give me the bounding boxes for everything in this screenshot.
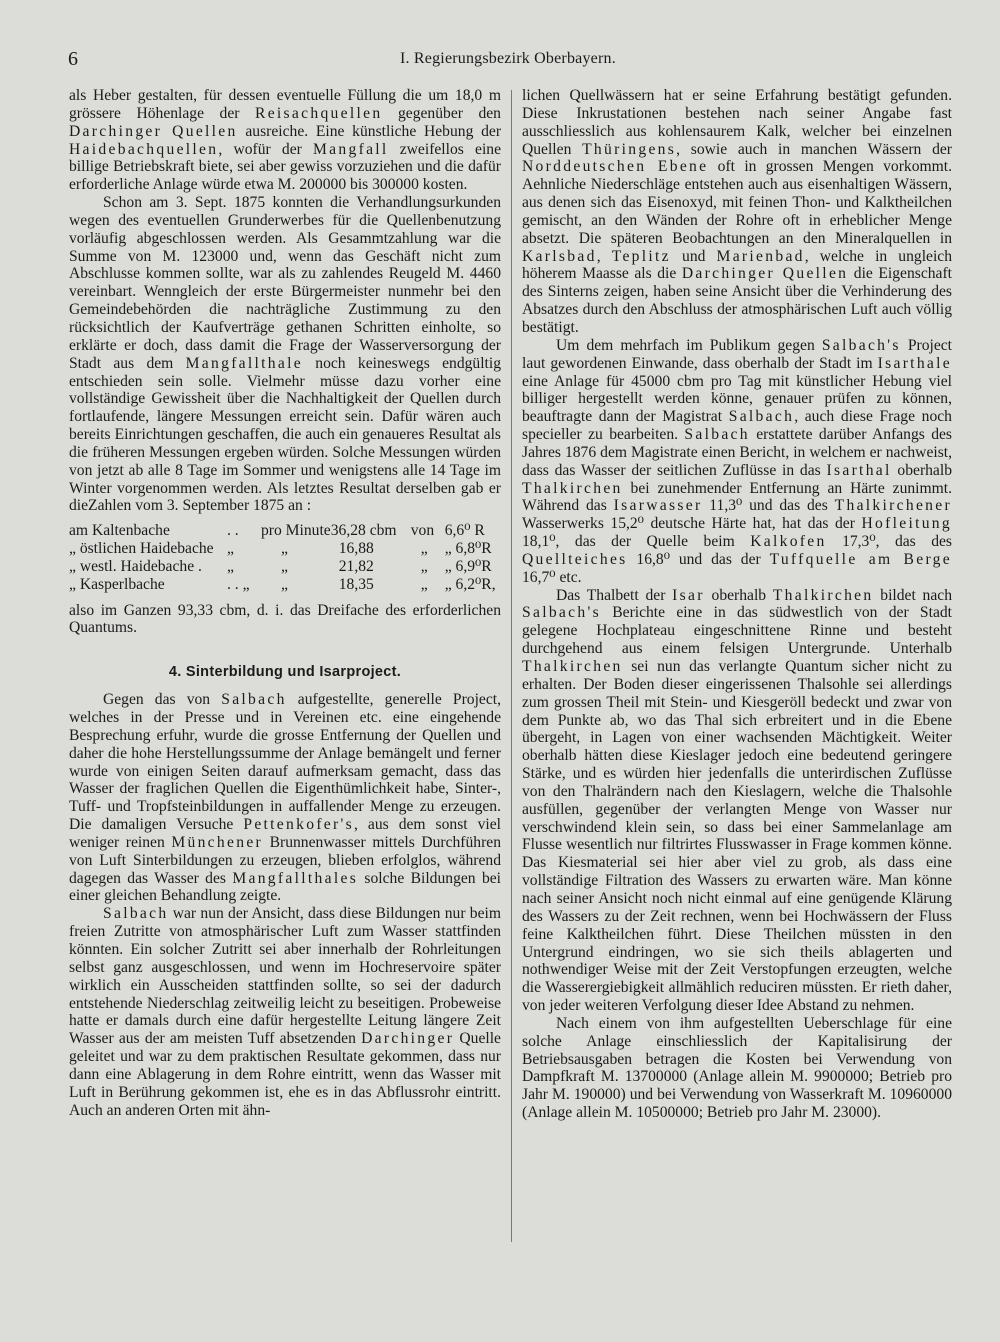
spaced-name: Mangfallthale [185, 354, 303, 372]
paragraph-left-4 [69, 691, 501, 905]
spaced-name: Quellteiches [522, 550, 628, 568]
running-title: I. Regierungsbezirk Oberbayern. [400, 50, 616, 67]
text-run: bildet nach [873, 586, 952, 604]
spaced-name: Hofleitung [861, 515, 952, 533]
text-run: , auch diese Frage noch specieller zu bearbeiten. [522, 408, 952, 444]
text-run: 17,3⁰, das des [826, 533, 952, 551]
text-run: als Heber gestalten, für dessen eventuelle Füllung die um 18,0 m grössere Höhenlage der [69, 87, 501, 122]
text-run: 11,3⁰ und das des [702, 497, 835, 515]
spaced-name: Darchinger Quellen [681, 265, 849, 283]
spaced-name: Thalkirchen [772, 586, 874, 604]
spaced-name: Karlsbad [522, 247, 597, 265]
text-run: solche Bildungen bei einer gleichen Behandlung zeigte. [69, 869, 501, 905]
spaced-name: Thalkirchen [522, 479, 623, 497]
table-cell: 6,6⁰ R [444, 522, 485, 540]
table-cell: 36,28 cbm [330, 522, 397, 540]
spaced-name: Darchinger [361, 1030, 455, 1048]
text-run: oberhalb [891, 461, 952, 479]
spaced-name: Kalkofen [750, 533, 827, 551]
table-cell: . . „ [227, 575, 250, 593]
text-run: Project laut gewordenen Einwande, dass oberhalb der Stadt im [522, 336, 952, 372]
table-cell: „ 6,2⁰R, [444, 575, 496, 593]
table-cell: „ 6,8⁰R [444, 540, 492, 558]
spaced-name: Salbach [221, 691, 287, 709]
text-run: , wofür der [218, 140, 313, 158]
text-run: Brunnenwasser mittels Durchführen von Luft Sinterbildungen zu erzeugen, blieben erfolglos, während dagegen das Wasser des [69, 833, 502, 887]
spaced-name: Reisachquellen [255, 104, 383, 122]
spaced-name: Isarthale [877, 354, 952, 372]
text-run: lichen Quellwässern hat er seine Erfahrung bestätigt gefunden. Diese Inkrustationen bestehen nach seiner Angabe fast ausschliesslich aus kohlensaurem Kalk, welcher bei einzelnen Quellen [522, 87, 952, 158]
table-cell: 18,35 [338, 575, 374, 593]
spaced-name: Teplitz [611, 247, 671, 265]
spaced-name: Mangfallthales [232, 869, 359, 887]
paragraph-right-4: Nach einem von ihm aufgestellten Ueberschlage für eine solche Anlage einschliesslich der Kapitalisirung der Betriebsausgaben betragen die Kosten bei Verwendung von Dampfkraft M. 13700000 (Anlage allein M. 9900000; Betrieb pro Jahr M. 190000) und bei Verwendung von Wasserkraft M. 10960000 (Anlage allein M. 10500000; Betrieb pro Jahr M. 23000). [522, 1014, 952, 1122]
spaced-name: Pettenkofer's [243, 816, 354, 834]
text-run: Um dem mehrfach im Publikum gegen [556, 336, 822, 354]
text-run: Wasserwerks 15,2⁰ deutsche Härte hat, hat das der [522, 515, 862, 533]
table-cell: „ [227, 557, 234, 575]
text-run: bei zunehmender Entfernung an Härte zunimmt. Während das [522, 479, 952, 515]
text-run: aufgestellte, generelle Project, welches in der Presse und in Vereinen etc. eine eingehende Besprechung erfuhr, wurde die grosse Entfernung der Quellen und daher die hohe Herstellungssumme der Anlage bemängelt und ferner wurde von einigen Seiten darauf aufmerksam gemacht, dass das Wasser der fraglichen Quellen die Eigenthümlichkeit habe, Sinter-, Tuff- und Tropfsteinbildungen in auffallender Menge zu erzeugen. Die damaligen Versuche [69, 691, 501, 834]
text-run: oberhalb [704, 586, 773, 604]
text-run: eine Anlage für 45000 cbm pro Tag mit künstlicher Hebung viel billiger hergestellt werden könne, genauer prüfen zu können, beauftragte dann der Magistrat [522, 372, 952, 426]
text-run: zweifellos eine billige Betriebskraft biete, sei aber gewiss vorzuziehen und die dafür erforderliche Anlage würde etwa M. 200000 bis 300000 kosten. [69, 140, 501, 194]
paragraph-right-3 [522, 587, 952, 1015]
column-divider [511, 90, 512, 1242]
paragraph-left-3: also im Ganzen 93,33 cbm, d. i. das Dreifache des erforderlichen Quantums. [69, 601, 501, 637]
text-run: sei nun das verlangte Quantum sicher nicht zu erhalten. Der Boden dieser eingerissenen Thalsohle sei allerdings zum grossen Theil mit Stein- und Kiesgeröll bedeckt und zwar von dem Punkte ab, wo das Thal sich erbreitert und in die Ebene übergeht, in Lagen von einer wachsenden Mächtigkeit. Weiter oberhalb hätten diese Kieslager jedoch eine bedeutend geringere Stärke, und es würden hier jedenfalls die unterirdischen Zuflüsse von den Thalrändern nach den Kieslagern, welche die Thalsohle ausfüllen, gegenüber der verlangten Menge von Wasser nur verschwindend klein sein, so dass bei einer Sammelanlage am Flusse wesentlich nur filtrirtes Flusswasser in Frage kommen könne. Das Kiesmaterial sei hier aber viel zu grob, als dass eine vollständige Filtration des Wassers zu erwarten wäre. Man könne nach seiner Ansicht noch nicht einmal auf eine genügende Klärung des Wassers zu der Zeit rechnen, wenn bei Hochwässern der Fluss feine Kalktheilchen führt. Diese Theilchen müssten in den Untergrund eindringen, wo sie sich theils ablagerten und nothwendiger Weise mit der Zeit Verstopfungen erzeugten, welche die Wasserergiebigkeit allmählich reduciren müssten. Er rieth daher, von jeder weiteren Verfolgung dieser Idee Abstand zu nehmen. [522, 658, 952, 1015]
table-cell: 21,82 [338, 557, 374, 575]
table-cell: „ [420, 540, 428, 558]
spaced-name: Mangfall [313, 140, 389, 158]
table-cell: „ Kasperlbache [69, 575, 165, 593]
spaced-name: Salbach [684, 426, 750, 444]
spaced-name: Thalkirchen [522, 658, 623, 675]
left-column [69, 87, 501, 1119]
table-row [69, 576, 501, 594]
paragraph-left-1 [69, 87, 501, 194]
table-cell: „ westl. Haidebache . [69, 557, 202, 575]
text-run: , [596, 247, 612, 265]
table-cell: „ östlichen Haidebache [69, 540, 214, 558]
table-cell: „ [420, 575, 428, 593]
text-run: Berichte eine in das südwestlich von der Stadt gelegene Hochplateau eingeschnittene Rinne und besteht durchgehend aus einem felsigen Untergrunde. Unterhalb [522, 604, 952, 658]
table-cell: „ [420, 557, 428, 575]
table-row [69, 540, 501, 558]
text-run: noch keineswegs endgültig entschieden sein solle. Vielmehr müsse dazu vorher eine vollständige Gewissheit über die Nachhaltigkeit der Quellen durch fortlaufende, längere Messungen erreicht sein. Dafür wären auch bereits Einrichtungen geschaffen, die auch ein genaueres Resultat als die früheren Messungen ergeben würden. Solche Messungen würden von jetzt ab alle 8 Tage im Sommer und wenigstens alle 14 Tage im Winter vorgenommen werden. Als letztes Resultat derselben gab er dieZahlen vom 3. September 1875 an : [69, 354, 501, 515]
paragraph-left-2 [69, 194, 501, 515]
spaced-name: Thüringens [582, 140, 677, 158]
measurement-table [69, 522, 501, 593]
spaced-name: Thalkirchener [834, 497, 952, 515]
spaced-name: Isarwasser [613, 497, 703, 515]
table-cell: „ 6,9⁰R [444, 557, 492, 575]
table-cell: von [410, 522, 435, 540]
spaced-name: Norddeutschen Ebene [522, 158, 709, 176]
text-run: , sowie auch in manchen Wässern der [676, 140, 952, 158]
text-run: 16,7⁰ etc. [522, 568, 582, 586]
spaced-name: Münchener [171, 833, 264, 851]
text-run: , aus dem sonst viel weniger reinen [69, 816, 501, 851]
table-cell: „ [227, 540, 234, 558]
spaced-name: Salbach [103, 905, 169, 923]
text-run: Schon am 3. Sept. 1875 konnten die Verhandlungsurkunden wegen des eventuellen Grunderwerbes für die Quellenbenutzung vorläufig abgeschlossen werden. Als Gesammtzahlung war die Summe von M. 123000 und, wenn das Geschäft nicht zum Abschlusse kommen sollte, war als zu zahlendes Reugeld M. 4460 vereinbart. Wenngleich der erste Bürgermeister nunmehr bei den Gemeindebehörden die nachträgliche Zustimmung zu den rücksichtlich der Kaufverträge gethanen Schritten einholte, so erklärte er doch, dass damit die Frage der Wasserversorgung der Stadt aus dem [69, 194, 501, 372]
table-row [69, 522, 501, 540]
table-cell: . . [227, 522, 239, 540]
text-run: erstattete darüber Anfangs des Jahres 1876 dem Magistrate einen Bericht, in welchem er nachweist, dass das Wasser der seitlichen Zuflüsse in das [522, 426, 952, 479]
table-cell: „ [281, 557, 288, 575]
text-run: 18,1⁰, das der Quelle beim [522, 533, 751, 551]
text-run: Das Thalbett der [556, 586, 673, 604]
spaced-name: Salbach's [821, 336, 901, 354]
page-number: 6 [68, 48, 78, 70]
spaced-name: Tuffquelle am Berge [769, 550, 952, 568]
spaced-name: Darchinger Quellen [69, 122, 238, 140]
text-run: 16,8⁰ und das der [627, 550, 770, 568]
text-run: die Eigenschaft des Sinterns zeigen, haben seine Ansicht über die Verhinderung des Absatzes durch den Abschluss der atmosphärischen Luft auch völlig bestätigt. [522, 265, 952, 336]
spaced-name: Salbach's [522, 604, 601, 622]
paragraph-left-5 [69, 905, 501, 1119]
spaced-name: Isarthal [826, 461, 892, 479]
text-run: oft in grossen Mengen vorkommt. Aehnliche Niederschläge entstehen auch aus eisenhaltigen Wässern, aus denen sich das Eisenoxyd, mit feinen Thon- und Kalktheilchen gemischt, an den Wänden der Rohre oft in erheblicher Menge absetzt. Die späteren Beobachtungen an den Mineralquellen in [522, 158, 952, 247]
paragraph-right-1 [522, 87, 952, 337]
section-heading: 4. Sinterbildung und Isarproject. [168, 664, 402, 681]
spaced-name: Haidebachquellen [69, 140, 219, 158]
table-row [69, 558, 501, 576]
spaced-name: Isar [672, 586, 705, 604]
right-column [522, 87, 952, 1122]
table-cell: pro Minute [261, 522, 331, 540]
table-cell: am Kaltenbache [69, 522, 170, 540]
spaced-name: Marienbad [716, 247, 805, 265]
table-cell: „ [281, 540, 288, 558]
paragraph-right-2 [522, 337, 952, 587]
text-run: , welche in ungleich höherem Maasse als die [522, 247, 953, 283]
text-run: war nun der Ansicht, dass diese Bildungen nur beim freien Zutritte von atmosphärischer Luft zum Wasser stattfinden könnten. Ein solcher Zutritt sei aber innerhalb der Rohrleitungen selbst ganz ausgeschlossen, und wenn im Hochreservoire später wirklich ein Ausscheiden stattfinden sollte, so sei der dadurch entstehende Niederschlag zeitweilig leicht zu beseitigen. Probeweise hatte er damals durch eine dafür hergestellte Leitung längere Zeit Wasser aus der am meisten Tuff absetzenden [69, 905, 501, 1048]
text-run: Quelle geleitet und war zu dem praktischen Resultate gekommen, dass nur dann eine Ablagerung in dem Rohre eintritt, wenn das Wasser mit Luft in Berührung gekommen ist, ehe es in das Abflussrohr eintritt. Auch an anderen Orten mit ähn- [69, 1030, 501, 1119]
text-run: gegenüber den [382, 104, 501, 122]
table-cell: 16,88 [338, 540, 374, 558]
text-run: und [670, 247, 717, 265]
spaced-name: Salbach [728, 408, 795, 426]
text-run: ausreiche. Eine künstliche Hebung der [237, 122, 502, 140]
text-run: Gegen das von [103, 691, 222, 709]
table-cell: „ [281, 575, 288, 593]
